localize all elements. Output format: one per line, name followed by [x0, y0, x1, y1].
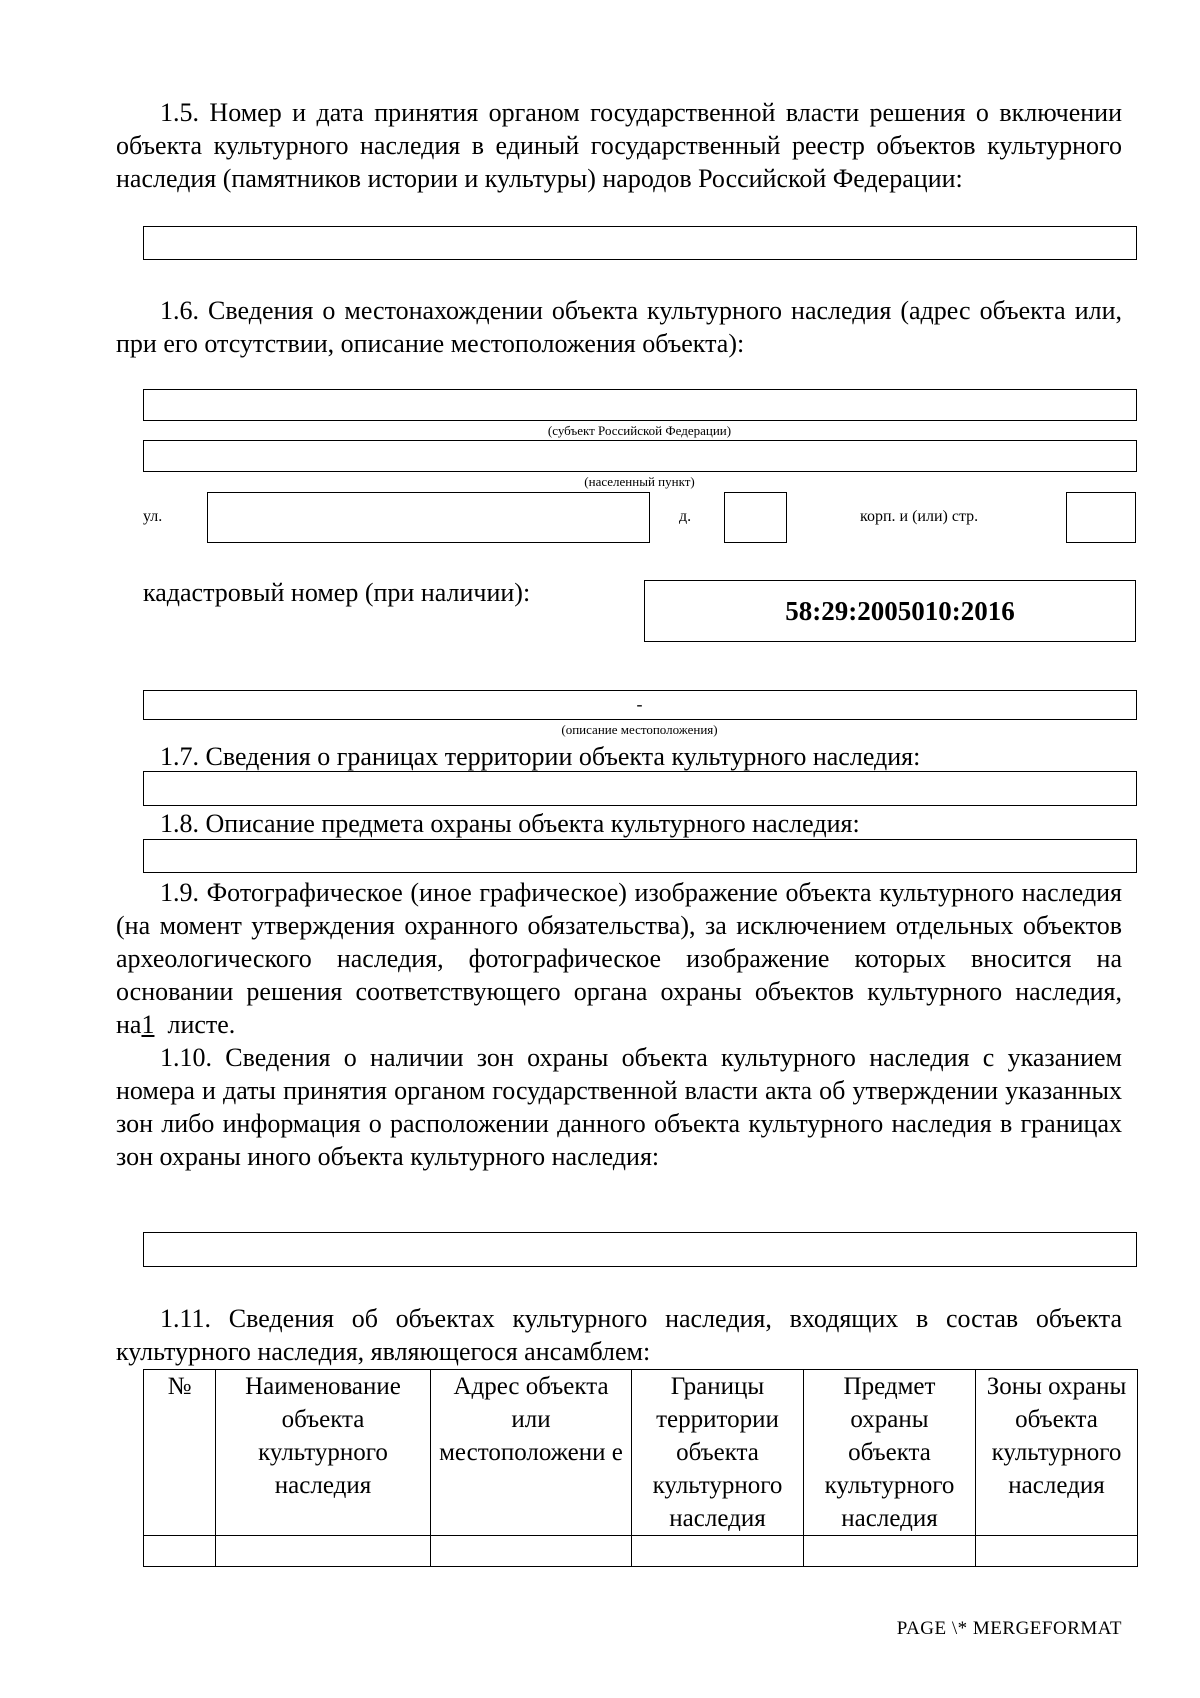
table-header-row: [144, 1370, 1138, 1536]
street-field[interactable]: [207, 492, 650, 543]
page-footer-field-code: PAGE \* MERGEFORMAT: [896, 1618, 1122, 1639]
location-caption: (описание местоположения): [561, 722, 718, 737]
subject-field[interactable]: [143, 389, 1137, 421]
location-value: -: [636, 694, 643, 714]
col-borders: Границы территории объекта культурного наследия: [632, 1370, 804, 1536]
col-address: Адрес объекта или местоположени е: [431, 1370, 632, 1536]
section-1-8-text: 1.8. Описание предмета охраны объекта культурного наследия:: [160, 809, 860, 838]
photo-sheet-count: 1: [141, 1010, 155, 1039]
building-label: корп. и (или) стр.: [860, 508, 979, 525]
locality-caption: (населенный пункт): [584, 474, 695, 489]
table-cell[interactable]: [976, 1536, 1138, 1567]
ensemble-objects-table: [143, 1369, 1138, 1567]
table-cell[interactable]: [431, 1536, 632, 1567]
section-1-11-text: 1.11. Сведения об объектах культурного наследия, входящих в состав объекта культурного наследия, являющегося ансамблем:: [116, 1304, 1122, 1366]
cadastral-number-field[interactable]: 58:29:2005010:2016: [644, 580, 1136, 642]
section-1-9-start: 1.9. Фотографическое (иное графическое) изображение объекта культурного наследия (на момент утверждения охранного обязательства), за исключением отдельных объектов археологического наследия, фотографическое изображение которых вносится на основании решения соответствующего органа охраны объектов культурного наследия, на: [116, 878, 1122, 1039]
subject-caption: (субъект Российской Федерации): [547, 423, 732, 438]
section-1-10-text: 1.10. Сведения о наличии зон охраны объекта культурного наследия с указанием номера и даты принятия органом государственной власти акта об утверждении указанных зон либо информация о расположении данного объекта культурного наследия в границах зон охраны иного объекта культурного наследия:: [116, 1043, 1122, 1171]
col-protection-subject: Предмет охраны объекта культурного наследия: [804, 1370, 976, 1536]
table-cell[interactable]: [216, 1536, 431, 1567]
section-1-6-text: 1.6. Сведения о местонахождении объекта культурного наследия (адрес объекта или, при его отсутствии, описание местоположения объекта):: [116, 296, 1122, 358]
section-1-9-end: листе.: [167, 1010, 236, 1039]
house-field[interactable]: [724, 492, 787, 543]
table-cell[interactable]: [632, 1536, 804, 1567]
house-label: д.: [679, 508, 692, 525]
table-row: [144, 1536, 1138, 1567]
building-field[interactable]: [1066, 492, 1136, 543]
section-1-7-text: 1.7. Сведения о границах территории объекта культурного наследия:: [160, 742, 921, 771]
section-1-5-text: 1.5. Номер и дата принятия органом государственной власти решения о включении объекта культурного наследия в единый государственный реестр объектов культурного наследия (памятников истории и культуры) народов Российской Федерации:: [116, 98, 1122, 193]
registry-decision-field[interactable]: [143, 226, 1137, 260]
col-number: №: [144, 1370, 216, 1536]
protection-subject-field[interactable]: [143, 839, 1137, 873]
section-1-9-text: [116, 876, 1122, 1041]
territory-borders-field[interactable]: [143, 771, 1137, 806]
col-name: Наименование объекта культурного наследия: [216, 1370, 431, 1536]
table-cell[interactable]: [804, 1536, 976, 1567]
cadastral-label: кадастровый номер (при наличии):: [143, 578, 531, 607]
protection-zones-field[interactable]: [143, 1232, 1137, 1267]
col-protection-zones: Зоны охраны объекта культурного наследия: [976, 1370, 1138, 1536]
locality-field[interactable]: [143, 440, 1137, 472]
table-cell[interactable]: [144, 1536, 216, 1567]
street-label: ул.: [143, 508, 163, 525]
